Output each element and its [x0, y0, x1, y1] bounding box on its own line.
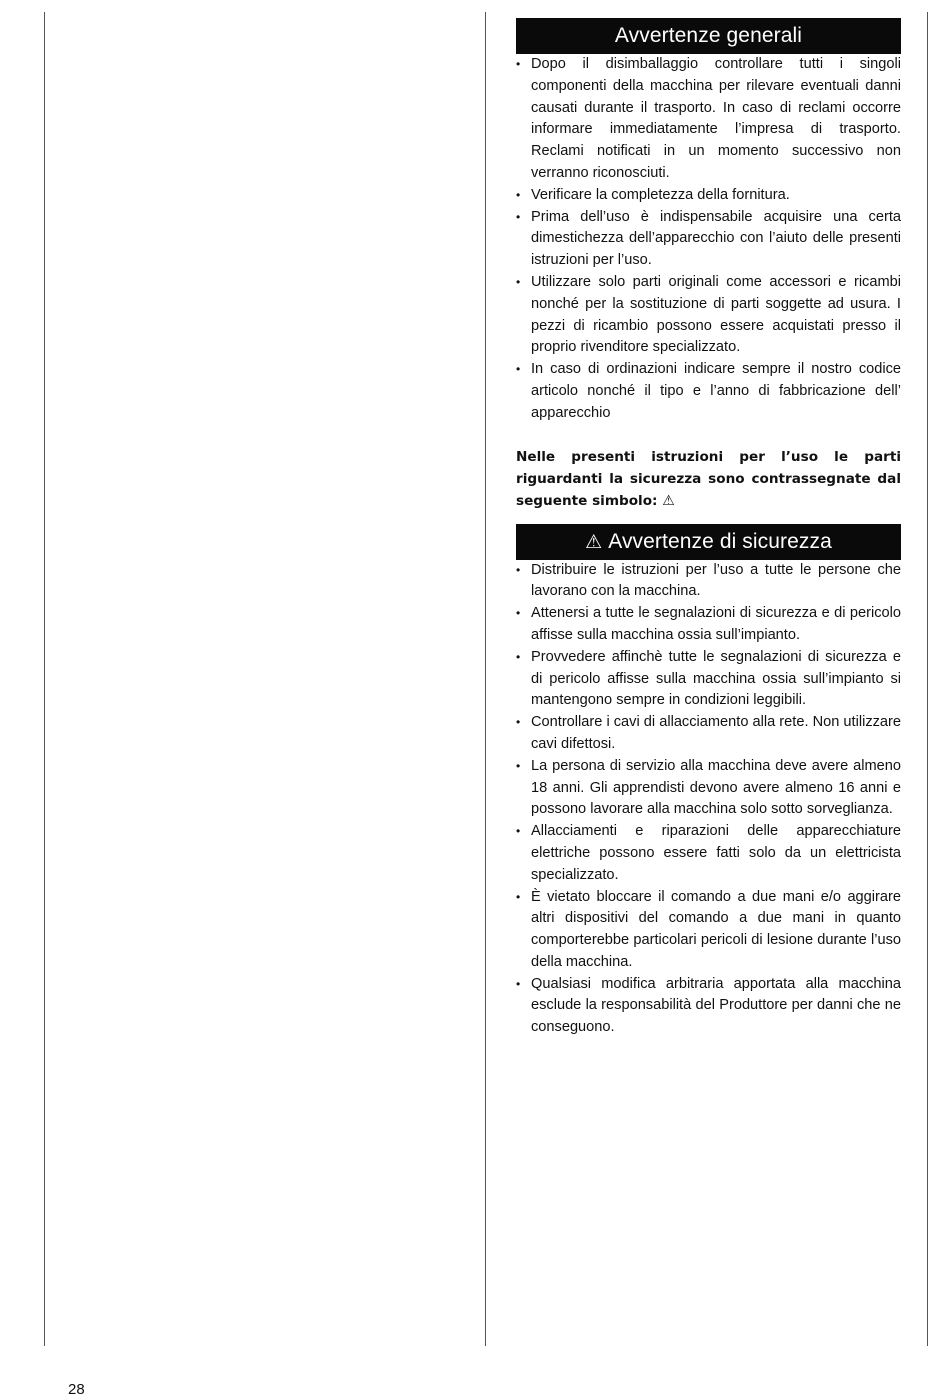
bullet-icon: •: [516, 274, 521, 289]
bullet-icon: •: [516, 758, 521, 773]
general-warnings-header: [516, 18, 901, 54]
general-warnings-list: [516, 54, 901, 425]
safety-note-text: Nelle presenti istruzioni per l’uso le parti riguardanti la sicurezza sono contrassegnate dal seguente simbolo:: [516, 448, 901, 509]
general-warnings-title: Avvertenze generali: [614, 24, 803, 47]
list-item: • Prima dell’uso è indispensabile acquisire una certa dimestichezza dell’apparecchio con l’aiuto delle presenti istruzioni per l’uso.: [516, 208, 901, 269]
list-item: • Verificare la completezza della fornitura.: [516, 185, 901, 207]
right-text-column: [516, 18, 901, 1039]
bullet-icon: •: [516, 57, 521, 71]
safety-warnings-header: [516, 524, 901, 560]
page-number: 28: [68, 1381, 85, 1398]
bullet-icon: •: [516, 606, 521, 621]
bullet-icon: •: [516, 209, 521, 224]
bullet-icon: •: [516, 889, 521, 904]
list-item: • Dopo il disimballaggio controllare tutti i singoli componenti della macchina per rilevare eventuali danni causati durante il trasporto. In caso di reclami occorre informare immediatamente l’impresa di trasporto. Reclami notificati in un momento successivo non verranno riconosciuti.: [516, 56, 901, 181]
list-item: • Distribuire le istruzioni per l’uso a tutte le persone che lavorano con la macchina.: [516, 561, 901, 600]
list-item: • Allacciamenti e riparazioni delle apparecchiature elettriche possono essere fatti solo da un elettricista specializzato.: [516, 823, 901, 883]
safety-warnings-list: [516, 560, 901, 1040]
left-margin-rule: [44, 12, 45, 1346]
list-item: • Controllare i cavi di allacciamento alla rete. Non utilizzare cavi difettosi.: [516, 714, 901, 752]
list-item: • È vietato bloccare il comando a due mani e/o aggirare altri dispositivi del comando a due mani in quanto comporterebbe particolari pericoli di lesione durante l’uso della macchina.: [516, 888, 901, 970]
bullet-icon: •: [516, 715, 521, 730]
bullet-icon: •: [516, 976, 521, 991]
list-item: • La persona di servizio alla macchina deve avere almeno 18 anni. Gli apprendisti devono avere almeno 16 anni e possono lavorare alla macchina solo sotto sorveglianza.: [516, 757, 901, 818]
bullet-icon: •: [516, 362, 521, 377]
list-item: • Attenersi a tutte le segnalazioni di sicurezza e di pericolo affisse sulla macchina ossia sull’impianto.: [516, 605, 901, 643]
safety-symbol-note: [516, 446, 901, 512]
bullet-icon: •: [516, 187, 521, 202]
list-item: • Provvedere affinchè tutte le segnalazioni di sicurezza e di pericolo affisse sulla macchina ossia sull’impianto si mantengono sempre in condizioni leggibili.: [516, 648, 901, 709]
warning-triangle-icon: ⚠: [662, 492, 675, 509]
bullet-icon: •: [516, 824, 521, 839]
safety-warnings-title: Avvertenze di sicurezza: [608, 529, 832, 553]
list-item: • Utilizzare solo parti originali come accessori e ricambi nonché per la sostituzione di parti soggette ad usura. I pezzi di ricambio possono essere acquistati presso il proprio rivenditore specializzato.: [516, 273, 901, 356]
bullet-icon: •: [516, 562, 521, 577]
warning-triangle-icon: ⚠: [585, 531, 603, 553]
list-item: • In caso di ordinazioni indicare sempre il nostro codice articolo nonché il tipo e l’anno di fabbricazione dell’ apparecchio: [516, 361, 901, 421]
right-margin-rule: [927, 12, 928, 1346]
list-item: • Qualsiasi modifica arbitraria apportata alla macchina esclude la responsabilità del Produttore per danni che ne conseguono.: [516, 975, 901, 1036]
bullet-icon: •: [516, 649, 521, 664]
column-divider-rule: [485, 12, 486, 1346]
